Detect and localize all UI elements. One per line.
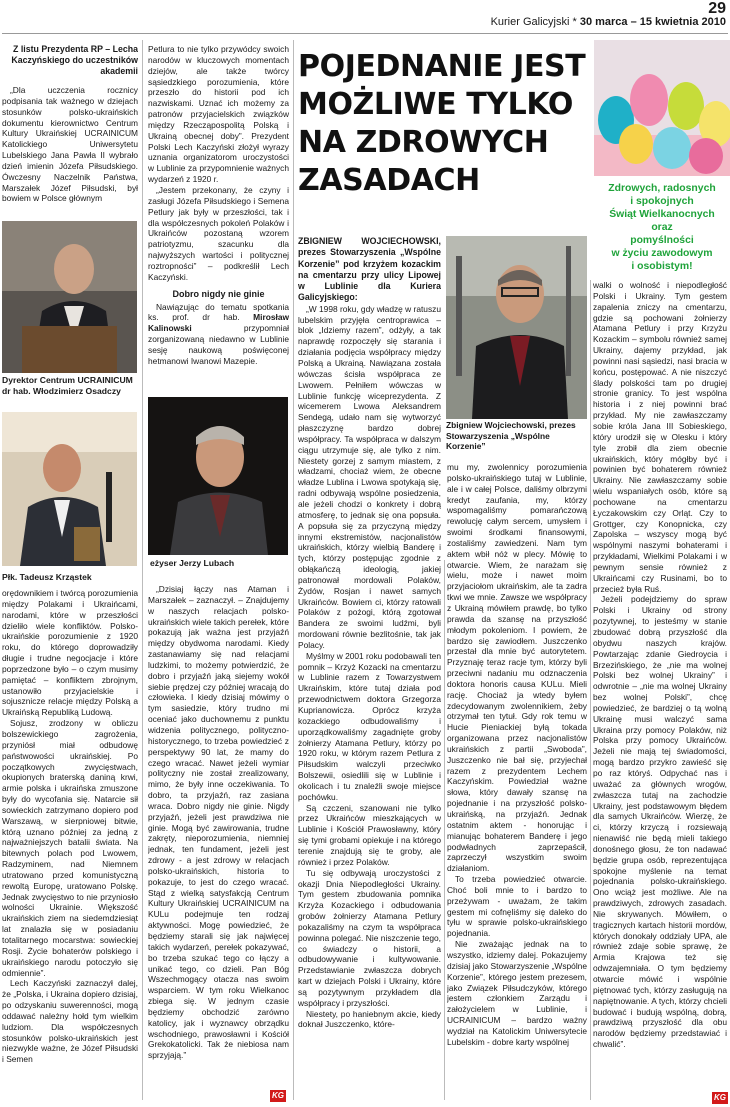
column-1-bottom [2, 588, 138, 1104]
greeting-line: pomyślności [630, 235, 694, 246]
column-1-top [2, 44, 138, 220]
headline-line: ZASADACH [298, 163, 480, 198]
paragraph: Jeżeli podejdziemy do spraw Polski i Ukrainy od strony pozytywnej, to jesteśmy w stanie zbudować dobrą przyszłość dla obydwu naszych krajów. Powtarzając zdanie Giedroycia i Brzezińskiego, że „nie ma wolnej Polski bez wolnej Ukrainy” i odwrotnie – „nie ma wolnej Ukrainy bez wolnej Polski”, chcę powiedzieć, że bardziej o tą wolną Ukrainę musi walczyć sama Ukraina przy pomocy Polaków, niż Polska przy pomocy Ukraińców. Jeżeli nie mają tej świadomości, mogą bardzo przykro zawieść się po raz któryś. Odpychać nas i uważać za głównych wrogów, zwłaszcza tutaj na zachodzie Ukrainy, jest podstawowym błędem dla samych Ukraińców. Wierzę, że ci, którzy krzyczą i rozsiewają nienawiść nie będą mieli takiego donośnego głosu, że ton nadawać będzie grupa osób, reprezentująca spokojne myślenie na temat pojednania polsko-ukraińskiego. Ono wciąż jest możliwe. Ale na prawdziwych, zdrowych zasadach. Nie skrywanych. Mówiłem, o tragicznych kartach historii mordów, których donokały oddziały UPA, ale również zdaje sobie sprawę, że Armia Krajowa też się odwzajemniała. O tym będziemy otwarcie mówić i wspólnie piętnować tych, którzy zasługują na napiętnowanie. A tych, którzy chcieli budować i budują wspólną, dobrą, prawdziwą przyszłość dla obu narodów będziemy przedstawiać i chwalić”. [593, 594, 727, 1050]
caption-krzastek: Płk. Tadeusz Krząstek [2, 572, 92, 582]
text-span: Nawiązując do tematu spotkania ks. prof. dr hab. [148, 301, 289, 323]
paragraph: To trzeba powiedzieć otwarcie. Choć boli mnie to i bardzo to przeżywam - uważam, że takim gestem mi cofnęliśmy się daleko do tyłu w sprawie polsko-ukraińskiego pojednania. [447, 874, 587, 939]
paragraph: Lech Kaczyński zaznaczył dalej, że „Polska, i Ukraina dopiero dzisiaj, po odzyskaniu suwerenności, mogą oddawać należny hołd tym wielkim ludziom. Dla współczesnych stosunków polsko-ukraińskich jest niezwykle ważne, że Józef Piłsudski i Semen [2, 978, 138, 1065]
interview-intro: ZBIGNIEW WOJCIECHOWSKI, prezes Stowarzyszenia „Wspólne Korzenie” pod krzyżem kozackim na cmentarzu przy ulicy Lipowej w Lublinie dla Kuriera Galicyjskiego: [298, 236, 441, 303]
paragraph: Niestety, po haniebnym akcie, kiedy doknał Juszczenko, które- [298, 1008, 441, 1030]
person-name: Mirosław Kalinowski [148, 312, 289, 334]
page-header [0, 0, 730, 34]
headline-line: NA ZDROWYCH [298, 125, 549, 160]
publication-name: Kurier Galicyjski [490, 16, 570, 28]
kg-logo: KG [272, 1091, 284, 1100]
paragraph: Nie zważając jednak na to wszystko, idziemy dalej. Pokazujemy dzisiaj jako Stowarzyszenie „Wspólne Korzenie”, którego jestem prezesem, jako Związek Piłsudczyków, którego jestem członkiem Zarządu i założycielem w Lublinie, i UCRAINICUM – bardzo ważny wydział na Katolickim Uniwersytecie Lubelskim - dobre karty wspólnej [447, 939, 587, 1047]
paragraph: Petlura to nie tylko przywódcy swoich narodów w kluczowych momentach dziejów, ale także twórcy sąsiedzkiego porozumienia, które przeszło do historii pod ich nazwiskami. Uznać ich możemy za patronów przyjacielskich związków między Rzecząpospolitą Polską i Ukrainą obecnej doby”. Prezydent Polski Lech Kaczyński złożył wyrazy uznania organizatorom uroczystości w Lublinie za przypomnienie ważnych wydarzeń z 1920 r. [148, 44, 289, 185]
column-3 [298, 236, 441, 1104]
headline [298, 48, 590, 200]
paragraph [148, 302, 289, 367]
column-2-bottom [148, 584, 289, 1104]
caption-wojciechowski: Zbigniew Wojciechowski, prezes Stowarzyszenia „Wspólne Korzenie” [446, 420, 576, 451]
paragraph: mu my, zwolennicy porozumienia polsko-ukraińskiego tutaj w Lublinie, ale i w całej Polsce, daliśmy olbrzymi kredyt zaufania, my, którzy wspomagaliśmy pomarańczową rewolucję całym sercem, umysłem i swoimi środkami finansowymi, zostaliśmy zawiedzeni. Nam tym aktem wbił nóż w plecy. Mówię to otwarcie. Wiem, że narażam się wielu, może i nawet moim przyjaciołom ukraińskim, ale ta zadra tkwi we mnie. Zawsze we współpracy z Ukrainą mówiłem prawdę, bo tylko prawda da szansę na przyszłość młodym pokoleniom. I powiem, że bardzo się zawiodłem. Juszczenko przestał dla mnie być autorytetem. Przyznaję teraz racje tym, którzy byli przeciwni nadaniu mu odznaczenia doktora honoris causa KULu. Mieli rację. Chociaż ja wtedy byłem zdecydowanym zwolennikiem, żeby otrzymał ten tytuł. Gdy rok temu w Hucie Pieniackiej byłą tokada organizowana przez nacjonalistów ukraińskich z partii „Swoboda”, Juszczenko nie bał się, przyjechał razem z prezydentem Lechem Kaczyńskim. Powiedział ważne słowa, który dawały szansę na pojednanie i na przyszłość polsko-ukraińską, na przyjaźń. Jednak ostatnim aktem - honorując i mianując bohaterem Banderę i jego podwładnych zaprzepaścił, zaprzeczył wszystkim swoim działaniom. [447, 462, 587, 874]
photo-wojciechowski [446, 236, 587, 419]
greeting-line: Świąt Wielkanocnych [609, 209, 715, 220]
letter-title: Z listu Prezydenta RP – Lecha Kaczyńskiego do uczestników akademii [11, 44, 138, 76]
subheading: Dobro nigdy nie ginie [172, 288, 265, 299]
greeting-line: Zdrowych, radosnych [608, 183, 716, 194]
greeting-line: i spokojnych [630, 196, 694, 207]
paragraph: Są czczeni, szanowani nie tylko przez Ukraińców mieszkających w Lublinie i Kościół Prawosławny, który się tymi grobami opiekuje i na którego terenie znajdują się te groby, ale również i przez Polaków. [298, 802, 441, 867]
column-rule [293, 40, 294, 1100]
column-2-top [148, 44, 289, 396]
caption-osadczy: Dyrektor Centrum UCRAINICUM dr hab. Włodzimierz Osadczy [2, 375, 133, 396]
page-number: 29 [708, 0, 726, 17]
paragraph: „Dla uczczenia rocznicy podpisania tak ważnego w dziejach stosunków polsko-ukraińskich dokumentu kierownictwo Centrum Kultury Ukraińskiej UCRAINICUM Katolickiego Uniwersytetu Lubelskiego Jana Pawła II wybrało dzień imienin Józefa Piłsudskiego. Ówczesny Naczelnik Państwa, Marszałek Józef Piłsudski, był bowiem w Polsce głównym [2, 85, 138, 204]
issue-line [491, 16, 726, 28]
paragraph: „Dzisiaj łączy nas Ataman i Marszałek – zaznaczył. – Znajdujemy w naszych relacjach polsko-ukraińskich wiele takich perełek, które pokazują jak ważna jest przyjaźń między obydwoma narodami. Kiedy zastanawiamy się nad relacjami ludzkimi, to możemy potwierdzić, że dobro i przyjaźń jaką siejemy wokół siebie prędzej czy później wracają do człowieka. I kiedy dzisiaj mówimy o tym sasiedzie, który trudno mi oceniać jako duchownemu z punktu widzenia politycznego, polityczno-historycznego, to trzeba powiedzieć z perspektywy 90 lat, że mamy do czego wracać. Nawet jeżeli wymiar polityczny nie został zrealizowany, mimo, że były inne oczekiwania. To dobro, ta przyjaźń, raz zasiana wraca. Dobro nigdy nie ginie. Nigdy przyjaźń, jeżeli jest prawdziwa nie ginie. Mogą być zawirowania, trudne zakręty, nieporozumienia, niemniej jednak, ten fundament, jeżeli jest zdrowy - a jest zdrowy w relacjach polsko-ukraińskich, historia to pokazuje, to jest do czego wracać. Stąd z wielką satysfakcją Centrum Kultury Ukraińskiej UCRAINICUM na KULu podejmuje ten rodzaj aktywności. Mogę powiedzieć, że będziemy starali się jak najwięcej takich wydarzeń, perełek pokazywać, bo trzeba szukać tego co łączy a unikać tego, co dzieli. Pan Bóg Wszechmogący otacza nas swoim wsparciem. W tym roku Wielkanoc zbiega się. W jednym czasie będziemy obchodzić zarówno katolicy, jak i wyznawcy obrządku wschodniego, prawosławni i Kościół Grekokatolicki. Tak że niebiosa nam sprzyjają.” [148, 584, 289, 1061]
paragraph: orędownikiem i twórcą porozumienia między Polakami i Ukraińcami, narodami, które w przeszłości dzieliło wiele konfliktów. Polsko-ukraińskie porozumienie z 1920 roku, do którego doprowadziły długie i trudne negocjacje i które poprzedzone było – o czym musimy pamiętać – konfliktem zbrojnym, ustanowiło przyjacielskie i sojusznicze relacje między Polską a Ukraińską Republiką Ludową. [2, 588, 138, 718]
paragraph: Myślmy w 2001 roku podobawali ten pomnik – Krzyż Kozacki na cmentarzu w Lublinie razem z Towarzystwem Ukraińskim, które tutaj działa pod przewodnictwem doktora Grzegorza Kuprianowicza. Oprócz krzyża kozackiego odbudowaliśmy i uporządkowaliśmy zagadnięte groby żołnierzy Atamana Petlury, którzy po 1920 roku, w którym razem Petlura z Piłsudskim walczyli przeciwko Bolszewii, osiedlili się w Lublinie i okolicach i tu znaleźli swoje miejsce pochówku. [298, 650, 441, 802]
easter-eggs-image [594, 40, 730, 176]
column-5 [593, 280, 727, 1088]
portrait-image [2, 412, 137, 566]
eggs-illustration [594, 40, 730, 176]
greeting-line: i osobistym! [631, 261, 693, 272]
photo-osadczy [2, 221, 137, 373]
paragraph: „Jestem przekonany, że czyny i zasługi Józefa Piłsudskiego i Semena Petlury jak były w przeszłości, tak i dla współczesnych pokoleń Polaków i Ukraińców pozostaną wzorem patriotyzmu, szacunku dla najwyższych wartości i politycznej roztropności” – podkreślił Lech Kaczyński. [148, 184, 289, 282]
paragraph: Tu się odbywają uroczystości z okazji Dnia Niepodległości Ukrainy. Tym gestem zbudowania pomnika Krzyża Kozackiego i odbudowania grobów żołnierzy Atamana Petlury pokazaliśmy na czym ta współpraca powinna polegać. Nie niszczenie tego, co świadczy o historii, a odbudowywanie i kultywowanie. Przedstawianie zwłaszcza dobrych kart w dziejach Polski i Ukrainy, które są pozytywnym przykładem dla współpracy i przyszłości. [298, 867, 441, 1008]
kg-logo: KG [714, 1093, 726, 1102]
issue-date: 30 marca – 15 kwietnia 2010 [579, 16, 726, 28]
text-span: przypomniał zorganizowaną niedawno w Lublinie sesję naukową poświęconej hetmanowi Iwanowi Mazepie. [148, 323, 289, 366]
paragraph: Sojusz, zrodzony w obliczu bolszewickiego zagrożenia, przyniósł miał odbudowę państwowości ukraińskiej. Po początkowych zwycięstwach, okupionych braterską daniną krwi, armie polska i ukraińska zmuszone były do wycofania się. Natarcie sił sowieckich zatrzymano dopiero pod Warszawą, w sierpniowej bitwie, którą uznano później za jedną z najważniejszych batalii świata. Na bitewnych polach pod Lwowem, Radzyminem, nad Niemnem utratowano przed komunistyczną rewoltą Europę, uratowano Polskę. Jednak zwycięstwo to nie przyniosło wolności Ukrainie. Większość ukraińskich ziem na siedemdziesiąt lat znalazła się w posiadaniu totalitarnego mocarstwa: sowieckiej Rosji. Życie bohaterów polskiego i ukraińskiego narodu potoczyło się odmiennie”. [2, 718, 138, 978]
greeting-line: oraz [651, 222, 673, 233]
paragraph: walki o wolność i niepodległość Polski i Ukrainy. Tym gestem zapalenia zniczy na cmentarzu, gdzie są pochowani żołnierzy Atamana Petlury i przy Krzyżu Kozackim – symbolu również samej Ukrainy, dajemy przykład, jak powinni nasi sąsiedzi, nasi bracia w końcu, postępować. A nie niszczyć ślady polskości tam po drugiej stronie granicy. To jest wspólna historia i z niej powinni brać przykład. My nie zawłaszczamy sobie króla Jana III Sobieskiego, który urodził się w Olesku i który tyle zrobił dla ziem obecnie ukraińskich, który mógłby być i powinien być bohaterem również Ukrainy. Nie zawłaszczamy sobie wielu wspaniałych osób, które są pochowane na cmentarzu Łyczakowskim czy Orląt. Czy to Grottger, czy Konopnicka, czy Zapolska – wszyscy mogą być wspólnymi naszymi bohaterami i przykładami, Wielkimi Polakami i w pewnym sensie również z Ukraińcami czy Rusinami, bo to przecież była Ruś. [593, 280, 727, 594]
header-separator: * [572, 16, 577, 28]
greeting-line: w życiu zawodowym [611, 248, 713, 259]
column-rule [590, 280, 591, 1100]
column-4 [447, 462, 587, 1104]
header-rule [2, 33, 728, 34]
caption-lubach: eżyser Jerzy Lubach [150, 558, 235, 568]
portrait-image [446, 236, 587, 419]
portrait-image [2, 221, 137, 373]
easter-greeting [594, 182, 730, 273]
column-rule [444, 560, 445, 1100]
photo-krzastek [2, 412, 137, 566]
photo-lubach [148, 397, 288, 555]
portrait-image [148, 397, 288, 555]
headline-line: MOŻLIWE TYLKO [298, 87, 573, 122]
headline-line: POJEDNANIE JEST [298, 49, 586, 84]
column-rule [142, 40, 143, 1100]
paragraph: „W 1998 roku, gdy władzę w ratuszu lubelskim przyjęła centroprawica – blok „Idziemy razem”, odżyły, a tak naprawdę rozpoczęły się starania i działania podjęcia współpracy między Polską a Ukrainą. Nawiązana została wówczas ścisła współpraca ze Lwowem. Pełniłem wówczas w Lublinie funkcję wiceprezydenta. Z wicemerem Lwowa Aleksandrem Sendegą, udało nam się wytworzyć płaszczyznę bardzo dobrej współpracy. Ta współpraca w dalszym ciągu utrzymuje się, ale tylko z nim. Niestety gorzej z samym miastem, z władzami, chociaż wiem, że obecne władze Lublina i Lwowa spotykają się, radni odbywają wspólne posiedzenia, ale jeżeli chodzi o konkrety i dobrą atmosferę, to jednak się ona popsuła. A popsuła się za przyczyną między innymi ekstremistów, nacjonalistów ukraińskich, którzy wielbią Banderę i tych, którzy postępując zgodnie z obłąkańczą ideologią, jakiej patronował mordowali Polaków, Żydów, Rosjan i nawet samych Ukraińców. Bowiem ci, którzy ratowali Polaków z pożogi, którą zgotował Bandera ze swoimi ludźmi, byli mordowani równie bezlitośnie, tak jak Polacy. [298, 303, 441, 650]
